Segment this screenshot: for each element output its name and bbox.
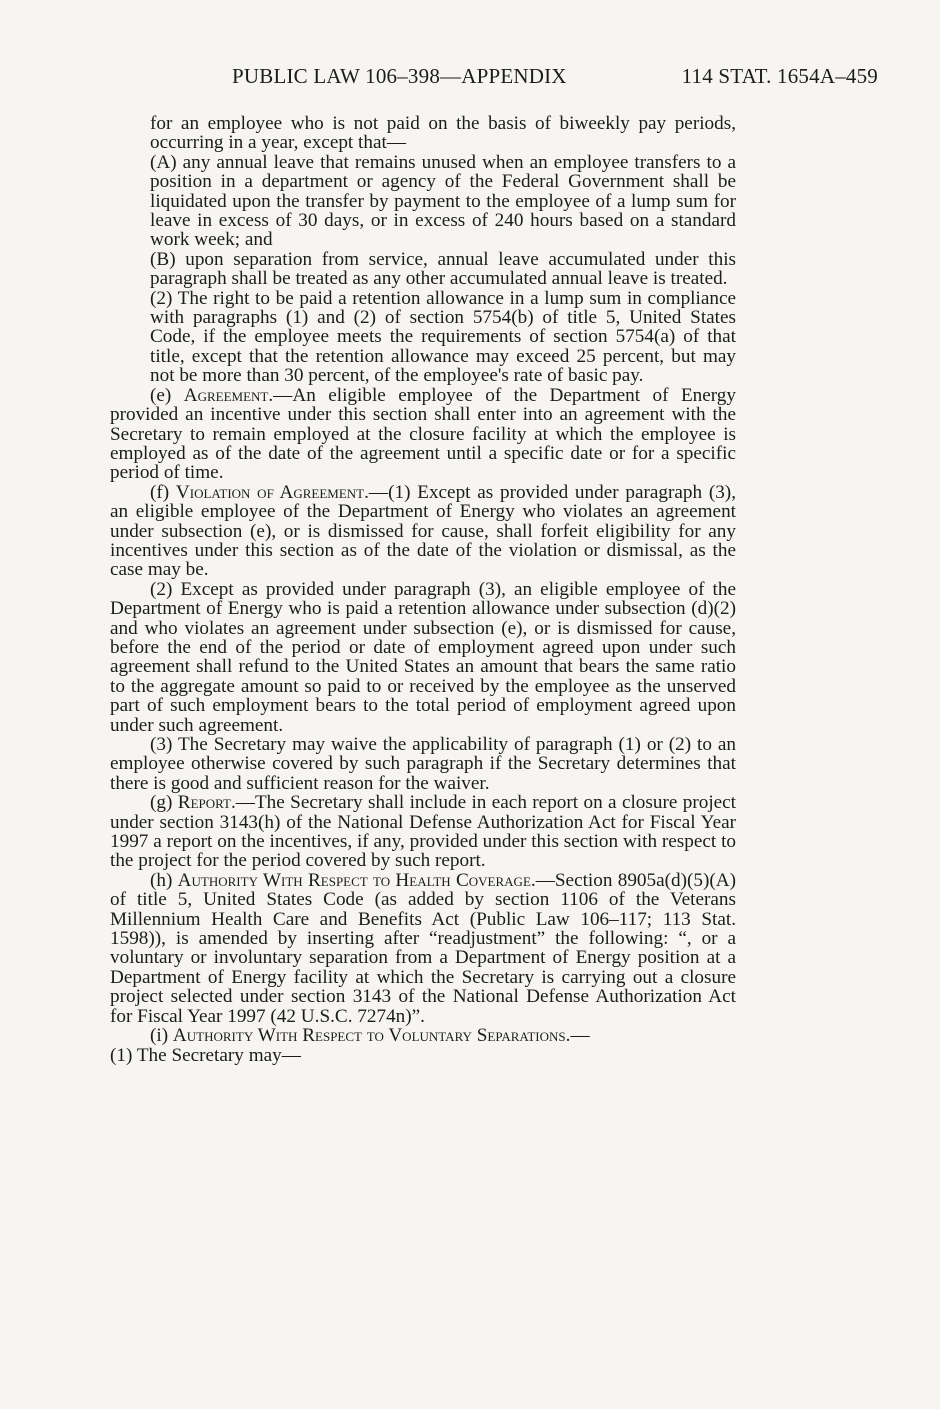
subsection-f-text: .—(1) Except as provided under paragraph (3), an eligible employee of the Department of Energy who violates an agreement under subsection (e), or is dismissed for cause, shall forfeit eligibility for any incentives under this section as of the date of the violation or dismissal, as the case may be. — [110, 481, 736, 581]
subsection-g-text: .—The Secretary shall include in each report on a closure project under section 3143(h) of the National Defense Authorization Act for Fiscal Year 1997 a report on the incentives, if any, provided under this section with respect to the project for the period covered by such report. — [110, 792, 737, 872]
subsection-f-label: (f) — [150, 481, 176, 503]
subsection-h — [110, 871, 736, 1026]
subsection-e-label: (e) — [150, 384, 184, 406]
subsection-i-heading: Authority With Respect to Voluntary Separations — [172, 1025, 566, 1047]
subsection-g-label: (g) — [150, 792, 178, 814]
subsection-e-text: .—An eligible employee of the Department of Energy provided an incentive under this section shall enter into an agreement with the Secretary to remain employed at the closure facility at which the employee is employed as of the date of the agreement until a specific date or for a specific period of time. — [110, 384, 736, 484]
subsection-e-heading: Agreement — [183, 384, 269, 406]
subparagraph-b: (B) upon separation from service, annual leave accumulated under this paragraph shall be treated as any other accumulated annual leave is treated. — [150, 248, 736, 290]
subsection-i-label: (i) — [150, 1025, 173, 1047]
subsection-h-heading: Authority With Respect to Health Coverage — [177, 869, 531, 891]
subsection-f-heading: Violation of Agreement — [175, 481, 365, 503]
subparagraph-block — [110, 153, 736, 386]
page-body — [110, 114, 736, 1065]
running-head — [232, 64, 878, 89]
subsection-h-text: .—Section 8905a(d)(5)(A) of title 5, United States Code (as added by section 1106 of the Veterans Millennium Health Care and Benefits Act (Public Law 106–117; 113 Stat. 1598)), is amended by inserting after “readjustment” the following: “, or a voluntary or involuntary separation from a Department of Energy position at a Department of Energy facility at which the Secretary is carrying out a closure project selected under section 3143 of the National Defense Authorization Act for Fiscal Year 1997 (42 U.S.C. 7274n)”. — [110, 869, 736, 1027]
subsection-e — [110, 386, 736, 483]
subsection-i — [110, 1026, 736, 1045]
subsection-f — [110, 483, 736, 580]
subsection-f-paragraph-3: (3) The Secretary may waive the applicability of paragraph (1) or (2) to an employee otherwise covered by such paragraph if the Secretary determines that there is good and sufficient reason for the waiver. — [110, 734, 736, 794]
subsection-g-heading: Report — [177, 792, 231, 814]
running-head-page-number: 114 STAT. 1654A–459 — [681, 64, 878, 88]
paragraph-2: (2) The right to be paid a retention allowance in a lump sum in compliance with paragraphs (1) and (2) of section 5754(b) of title 5, United States Code, if the employee meets the requirements of section 5754(a) of that title, except that the retention allowance may exceed 25 percent, but may not be more than 30 percent, of the employee's rate of basic pay. — [150, 287, 736, 387]
subsection-f-paragraph-2: (2) Except as provided under paragraph (3), an eligible employee of the Department of Energy who is paid a retention allowance under subsection (d)(2) and who violates an agreement under subsection (e), or is dismissed for cause, before the end of the period or date of employment agreed upon under such agreement shall refund to the United States an amount that bears the same ratio to the aggregate amount so paid to or received by the employee as the unserved part of such employment bears to the total period of employment agreed upon under such agreement. — [110, 578, 736, 736]
paragraph-continuation: for an employee who is not paid on the basis of biweekly pay periods, occurring in a year, except that— — [150, 113, 736, 154]
running-head-law: PUBLIC LAW 106–398—APPENDIX — [232, 64, 567, 88]
subsection-i-paragraph-1: (1) The Secretary may— — [110, 1044, 301, 1066]
subsection-g — [110, 793, 736, 871]
subsection-h-label: (h) — [150, 869, 178, 891]
subparagraph-a: (A) any annual leave that remains unused when an employee transfers to a position in a department or agency of the Federal Government shall be liquidated upon the transfer by payment to the employee of a lump sum for leave in excess of 30 days, or in excess of 240 hours based on a standard work week; and — [150, 151, 736, 251]
subsection-i-text: .— — [565, 1025, 590, 1047]
